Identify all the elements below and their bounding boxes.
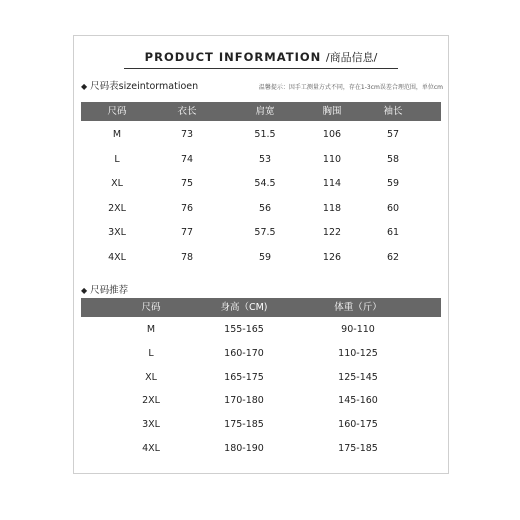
- table-cell: XL: [145, 371, 157, 383]
- table-cell: 57.5: [254, 227, 276, 238]
- table-cell: 170-180: [224, 395, 264, 407]
- title-en: PRODUCT INFORMATION: [144, 50, 322, 64]
- table-cell: 126: [322, 251, 342, 263]
- table-cell: 3XL: [142, 419, 160, 431]
- table-cell: 4XL: [142, 443, 160, 454]
- measurement-note: 温馨提示：因手工测量方式不同，存在1-3cm误差合理范围，单位cm: [258, 84, 443, 91]
- table-cell: 73: [180, 129, 194, 140]
- table-cell: 60: [386, 202, 400, 214]
- table-cell: 61: [386, 227, 400, 238]
- bullet-icon: ◆: [81, 286, 88, 295]
- table-cell: 160-175: [338, 419, 378, 431]
- table-cell: 3XL: [108, 227, 126, 238]
- table-cell: 122: [322, 227, 342, 238]
- recommend-col-header: 身高（CM): [220, 302, 268, 313]
- table-cell: 4XL: [108, 251, 126, 263]
- table-cell: 114: [322, 178, 342, 189]
- recommend-col-header: 体重（斤）: [334, 302, 382, 313]
- table-row: [74, 153, 448, 167]
- table-cell: 59: [386, 178, 400, 189]
- table-cell: 2XL: [142, 395, 160, 407]
- table-row: [74, 347, 448, 361]
- size-col-header: 胸围: [322, 106, 342, 117]
- recommend-col-header: 尺码: [141, 302, 161, 313]
- table-cell: XL: [111, 178, 123, 189]
- table-cell: 62: [386, 251, 400, 263]
- table-cell: 165-175: [224, 371, 264, 383]
- table-row: [74, 371, 448, 385]
- title-divider: [124, 68, 398, 69]
- table-row: [74, 177, 448, 191]
- table-row: [74, 323, 448, 337]
- table-cell: 58: [386, 153, 400, 165]
- product-info-card: [73, 35, 449, 474]
- table-cell: 118: [322, 202, 342, 214]
- table-cell: 53: [258, 153, 272, 165]
- table-cell: 57: [386, 129, 400, 140]
- table-cell: 160-170: [224, 347, 264, 359]
- table-cell: 180-190: [224, 443, 264, 454]
- table-cell: 175-185: [224, 419, 264, 431]
- table-cell: 110-125: [338, 347, 378, 359]
- table-cell: 110: [322, 153, 342, 165]
- size-col-header: 尺码: [107, 106, 127, 117]
- table-cell: 59: [258, 251, 272, 263]
- table-row: [74, 442, 448, 456]
- size-table-label: [81, 78, 198, 92]
- table-cell: 51.5: [254, 129, 276, 140]
- table-row: [74, 226, 448, 240]
- table-cell: 78: [180, 251, 194, 263]
- recommend-table-header: [81, 298, 441, 317]
- table-cell: 125-145: [338, 371, 378, 383]
- table-cell: 54.5: [254, 178, 276, 189]
- page-title: [74, 49, 448, 65]
- table-cell: 76: [180, 202, 194, 214]
- table-cell: 74: [180, 153, 194, 165]
- table-cell: 155-165: [224, 324, 264, 335]
- table-cell: M: [112, 129, 122, 140]
- table-cell: 75: [180, 178, 194, 189]
- table-cell: 2XL: [108, 202, 126, 214]
- table-row: [74, 128, 448, 142]
- size-table-label-text: 尺码表sizeintormatioen: [90, 81, 199, 92]
- table-cell: L: [114, 153, 120, 165]
- recommend-table-label: [81, 282, 128, 296]
- table-cell: 106: [322, 129, 342, 140]
- table-cell: 90-110: [341, 324, 375, 335]
- table-row: [74, 418, 448, 432]
- table-row: [74, 394, 448, 408]
- size-col-header: 袖长: [383, 106, 403, 117]
- size-col-header: 肩宽: [255, 106, 275, 117]
- size-table-header: [81, 102, 441, 121]
- table-row: [74, 251, 448, 265]
- table-cell: M: [146, 324, 156, 335]
- recommend-table-label-text: 尺码推荐: [90, 285, 129, 296]
- table-cell: 145-160: [338, 395, 378, 407]
- table-cell: 56: [258, 202, 272, 214]
- table-row: [74, 202, 448, 216]
- title-cn: /商品信息/: [325, 51, 378, 64]
- bullet-icon: ◆: [81, 82, 88, 91]
- size-col-header: 衣长: [177, 106, 197, 117]
- table-cell: 175-185: [338, 443, 378, 454]
- table-cell: 77: [180, 227, 194, 238]
- table-cell: L: [148, 347, 154, 359]
